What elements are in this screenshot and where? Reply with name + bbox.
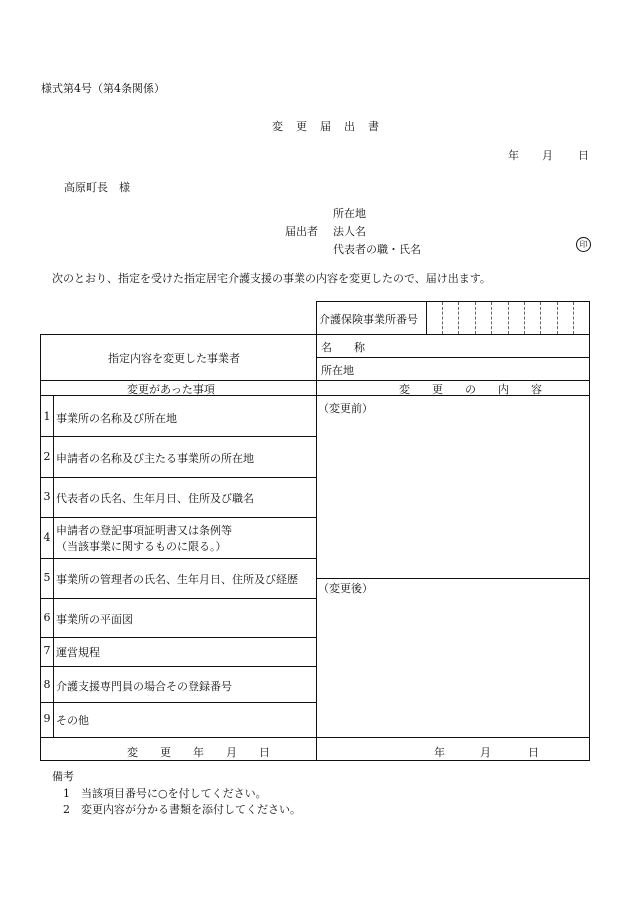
date-day-label: 日 [578,149,589,162]
item-text: 運営規程 [56,646,100,659]
before-label: （変更前） [318,402,373,415]
insurer-number-label: 介護保険事業所番号 [319,313,418,326]
item-number: 2 [43,450,51,463]
applicant-address-label: 所在地 [333,207,366,220]
intro-text: 次のとおり、指定を受けた指定居宅介護支援の事業の内容を変更したので、届け出ます。 [52,272,491,285]
item-text: 事業所の名称及び所在地 [56,412,177,425]
item-number: 4 [43,531,51,544]
date-month-label: 月 [542,149,553,162]
notes-heading: 備考 [52,770,74,783]
notes-item: 1 当該項目番号に○を付してください。 [63,787,267,800]
addressee: 高原町長 様 [64,181,130,194]
change-content-header: 変 更 の 内 容 [399,383,542,396]
item-text: 事業所の平面図 [56,613,133,626]
date-year-label: 年 [508,149,519,162]
change-date-month: 月 [480,746,491,759]
business-label: 指定内容を変更した事業者 [108,352,240,365]
item-number: 9 [43,712,51,725]
item-text: 代表者の氏名、生年月日、住所及び職名 [56,492,254,505]
change-date-label: 変 更 年 月 日 [127,746,270,759]
business-name-label: 名 称 [321,341,365,354]
item-text-sub: （当該事業に関するものに限る。） [56,540,227,553]
applicant-label: 届出者 [285,225,318,238]
page-title: 変 更 届 出 書 [272,120,380,133]
item-text: 介護支援専門員の場合その登録番号 [56,680,232,693]
applicant-corp-name-label: 法人名 [333,225,366,238]
change-date-year: 年 [434,746,445,759]
notes-item: 2 変更内容が分かる書類を添付してください。 [63,803,301,816]
changed-items-header: 変更があった事項 [127,383,215,396]
item-text: 申請者の名称及び主たる事業所の所在地 [56,452,254,465]
change-date-day: 日 [528,746,539,759]
item-text: 事業所の管理者の氏名、生年月日、住所及び経歴 [56,573,298,586]
after-label: （変更後） [318,582,373,595]
item-text: 申請者の登記事項証明書又は条例等 [56,524,232,537]
seal-icon: 印 [576,237,591,252]
item-number: 1 [43,410,51,423]
item-number: 5 [43,571,51,584]
business-location-label: 所在地 [321,364,354,377]
item-number: 8 [43,678,51,691]
item-text: その他 [56,714,89,727]
item-number: 6 [43,611,51,624]
applicant-rep-label: 代表者の職・氏名 [333,243,421,256]
item-number: 7 [43,644,51,657]
item-number: 3 [43,490,51,503]
form-number: 様式第4号（第4条関係） [41,82,165,95]
